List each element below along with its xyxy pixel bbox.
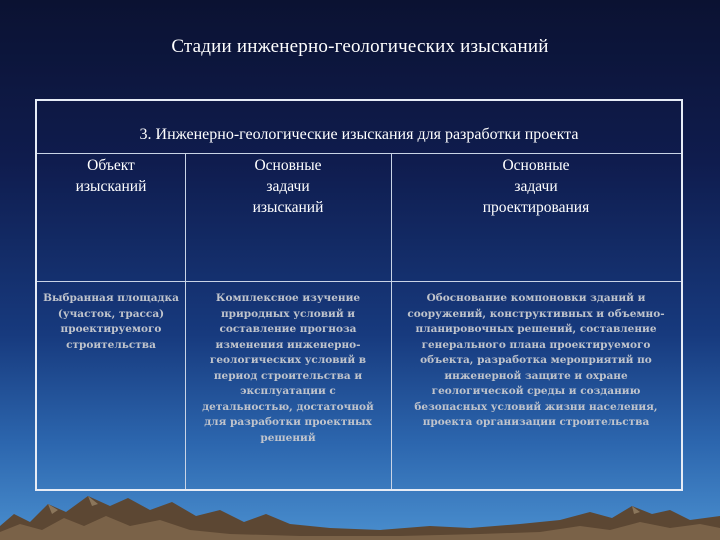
- stage-table: [35, 99, 683, 491]
- cell-design-tasks: Обоснование компоновки зданий и сооружений, конструктивных и объемно-планировочных решений, составление генерального плана проектируемого объекта, разработка мероприятий по инженерной защите и охране геологической среды и созданию безопасных условий жизни населения, проекта организации строительства: [407, 292, 665, 428]
- cell-object: Выбранная площадка (участок, трасса) проектируемого строительства: [43, 292, 179, 351]
- table-title: 3. Инженерно-геологические изыскания для разработки проекта: [139, 126, 579, 143]
- header-object: Объект изысканий: [75, 157, 147, 195]
- slide-title: Стадии инженерно-геологических изысканий: [171, 36, 549, 57]
- table-divider-header: [37, 281, 681, 282]
- header-survey-tasks: Основные задачи изысканий: [252, 157, 324, 216]
- header-design-tasks: Основные задачи проектирования: [482, 157, 590, 216]
- cell-survey-tasks: Комплексное изучение природных условий и составление прогноза изменения инженерно-геологических условий в период строительства и эксплуатации с детальностью, достаточной для разработки проектных решений: [202, 292, 374, 444]
- table-divider-top: [37, 153, 681, 154]
